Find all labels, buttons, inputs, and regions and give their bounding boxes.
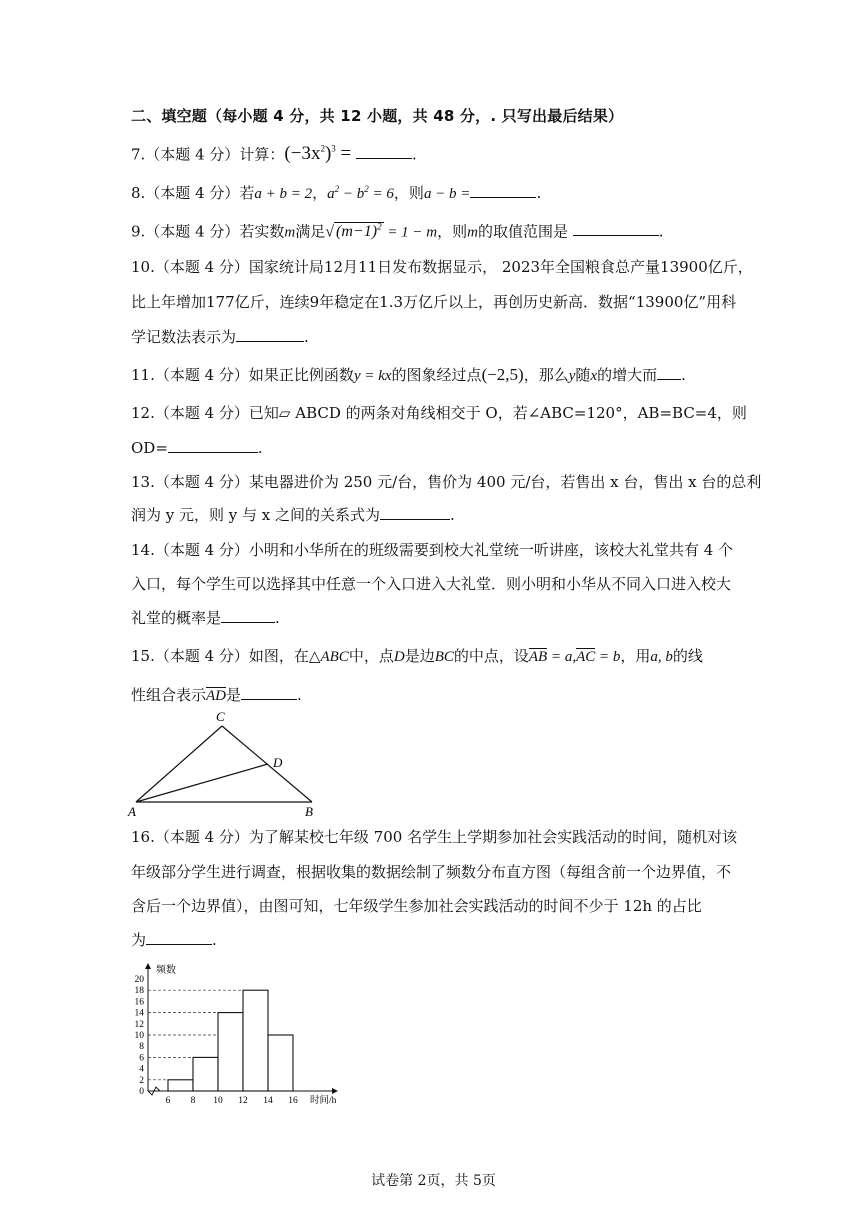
- q15-line-2: [131, 687, 302, 704]
- bar-14-16: [268, 1035, 293, 1091]
- x-tick-10: 10: [213, 1096, 223, 1106]
- q13-line-2: [131, 507, 455, 523]
- y-tick-16: 16: [134, 997, 144, 1008]
- q11-y: y: [568, 368, 576, 384]
- question-9: [131, 219, 664, 240]
- triangle-side-ac: [136, 726, 222, 802]
- q12-answer-blank[interactable]: [168, 440, 258, 453]
- q13-line2-prefix: 润为 y 元，则 y 与 x 之间的关系式为: [131, 506, 381, 524]
- q11-point: (−2,5): [481, 365, 524, 384]
- triangle-figure: [125, 707, 325, 822]
- q13-suffix: .: [450, 506, 455, 524]
- q9-mid2: ，则: [437, 222, 468, 241]
- q15-eq-b: = b: [595, 649, 621, 665]
- y-tick-18: 18: [134, 986, 144, 997]
- q13-line-1: 13.（本题 4 分）某电器进价为 250 元/台，售价为 400 元/台，若售出 x 台，售出 x 台的总利: [131, 473, 762, 491]
- q10-line-1: 10.（本题 4 分）国家统计局12月11日发布数据显示， 2023年全国粮食总产量13900亿斤，: [131, 258, 753, 276]
- q7-expr-close: ): [324, 143, 332, 165]
- q9-answer-blank[interactable]: [573, 223, 659, 236]
- q11-mid3: 随: [575, 366, 591, 384]
- q10-suffix: .: [304, 328, 309, 346]
- y-tick-2: 2: [139, 1075, 144, 1086]
- q16-suffix: .: [212, 931, 217, 949]
- q11-prefix: 11.（本题 4 分）如果正比例函数: [131, 366, 354, 384]
- label-b: B: [305, 804, 313, 819]
- q15-ab-vector: AB: [528, 649, 548, 665]
- x-tick-14: 14: [263, 1096, 273, 1106]
- q14-line3-prefix: 礼堂的概率是: [131, 609, 222, 627]
- q14-answer-blank[interactable]: [221, 610, 275, 623]
- q15-line2-mid: 是: [226, 686, 242, 704]
- q10-line3-prefix: 学记数法表示为: [131, 328, 237, 346]
- x-tick-16: 16: [288, 1096, 298, 1106]
- q7-expr-pow: 3: [331, 144, 336, 154]
- q7-answer-blank[interactable]: [356, 146, 412, 159]
- q15-d: D: [393, 649, 405, 665]
- y-tick-20: 20: [134, 975, 144, 985]
- section-title: 二、填空题（每小题 4 分，共 12 小题，共 48 分，. 只写出最后结果）: [131, 107, 624, 125]
- q8-expr3: a − b =: [423, 186, 471, 202]
- y-tick-6: 6: [139, 1053, 144, 1064]
- label-a: A: [128, 804, 136, 819]
- question-15: [131, 648, 703, 665]
- q16-line-4: [131, 932, 217, 948]
- y-tick-4: 4: [139, 1064, 144, 1075]
- q8-expr2: $a^2 - b^2 = 6$: [327, 184, 394, 202]
- q16-line-2: 年级部分学生进行调查，根据收集的数据绘制了频数分布直方图（每组含前一个边界值，不: [131, 863, 732, 881]
- q9-root-pow: 2: [377, 222, 382, 232]
- q11-expr: y = kx: [353, 368, 392, 384]
- label-c: C: [216, 709, 225, 724]
- q8-prefix: 8.（本题 4 分）若: [131, 184, 255, 202]
- bar-6-8: [168, 1080, 193, 1091]
- q9-tail: 的取值范围是: [478, 222, 569, 241]
- q11-answer-blank[interactable]: [657, 367, 681, 380]
- y-tick-10: 10: [134, 1031, 144, 1041]
- q12-suffix: .: [257, 439, 263, 457]
- q16-line-1: 16.（本题 4 分）为了解某校七年级 700 名学生上学期参加社会实践活动的时间，随机对该: [131, 828, 738, 846]
- x-tick-8: 8: [190, 1096, 196, 1106]
- q15-bc: BC: [434, 649, 454, 665]
- q8-expr1: a + b = 2: [254, 186, 313, 202]
- q15-tail: 的线: [672, 647, 703, 665]
- q15-mid4: ，用: [620, 647, 651, 665]
- x-axis-arrow: [332, 1088, 338, 1094]
- q15-mid3: 的中点，设: [453, 647, 529, 665]
- q9-suffix: .: [658, 222, 664, 241]
- x-tick-6: 6: [165, 1096, 171, 1106]
- q12-line-1: 12.（本题 4 分）已知▱ ABCD 的两条对角线相交于 O，若∠ABC=120°，AB=BC=4，则: [131, 404, 747, 422]
- q7-suffix: .: [412, 145, 417, 164]
- triangle-median-ad: [136, 764, 268, 802]
- q15-line2-prefix: 性组合表示: [131, 686, 207, 704]
- q12-line2-prefix: OD=: [131, 439, 168, 457]
- q16-line4-prefix: 为: [131, 931, 147, 949]
- q7-expr-open: (−3x: [284, 143, 321, 165]
- q10-answer-blank[interactable]: [236, 329, 304, 342]
- bar-8-10: [193, 1057, 218, 1091]
- q11-suffix: .: [681, 366, 686, 384]
- q15-suffix: .: [297, 686, 302, 704]
- q15-ab-pair: a, b: [650, 649, 673, 665]
- q8-mid: ，则: [393, 184, 424, 202]
- q16-answer-blank[interactable]: [146, 932, 212, 945]
- q14-suffix: .: [275, 609, 280, 627]
- q7-expr: [284, 143, 356, 164]
- y-tick-0: 0: [139, 1087, 144, 1097]
- y-tick-14: 14: [134, 1008, 144, 1019]
- x-axis-label: 时间/h: [310, 1096, 337, 1106]
- q8-expr2a: a: [327, 186, 335, 202]
- q8-expr2b: − b: [339, 186, 365, 202]
- q15-mid: 中，点: [348, 647, 394, 665]
- q8-sep: ，: [312, 184, 328, 202]
- q11-mid: 的图象经过点: [391, 366, 482, 384]
- y-axis-arrow: [145, 963, 151, 969]
- q8-answer-blank[interactable]: [470, 185, 536, 198]
- q13-answer-blank[interactable]: [380, 507, 450, 520]
- question-11: [131, 367, 686, 384]
- q11-x: x: [590, 368, 598, 384]
- y-axis-label: 频数: [156, 965, 176, 976]
- q15-answer-blank[interactable]: [241, 687, 297, 700]
- y-tick-8: 8: [139, 1042, 144, 1053]
- question-7: [131, 141, 417, 165]
- q15-mid2: 是边: [404, 647, 435, 665]
- q9-var2: m: [467, 224, 478, 241]
- q9-rhs: = 1 − m: [383, 224, 438, 241]
- q10-line-3: [131, 329, 309, 345]
- q14-line-2: 入口，每个学生可以选择其中任意一个入口进入大礼堂．则小明和小华从不同入口进入校大: [131, 575, 732, 593]
- bar-12-14: [243, 990, 268, 1091]
- q14-line-1: 14.（本题 4 分）小明和小华所在的班级需要到校大礼堂统一听讲座，该校大礼堂共有 4 个: [131, 541, 734, 559]
- q8-expr2c: = 6: [368, 186, 394, 202]
- question-8: [131, 181, 541, 202]
- q15-prefix: 15.（本题 4 分）如图，在△: [131, 647, 321, 665]
- q9-root-inner: (m−1): [336, 223, 378, 241]
- label-d: D: [273, 755, 283, 770]
- q11-tail: 的增大而: [597, 366, 658, 384]
- q9-mid: 满足: [295, 222, 326, 241]
- bar-10-12: [218, 1013, 243, 1091]
- q15-abc: ABC: [320, 649, 349, 665]
- q11-mid2: ，那么: [523, 366, 569, 384]
- page-footer: 试卷第 2页，共 5页: [371, 1173, 496, 1189]
- q12-line-2: [131, 440, 263, 456]
- q8-suffix: .: [536, 184, 542, 202]
- q14-line-3: [131, 610, 280, 626]
- y-tick-12: 12: [134, 1019, 144, 1030]
- q9-prefix: 9.（本题 4 分）若实数: [131, 222, 285, 241]
- q9-sqrt: √ $(m-1)^2$: [325, 222, 382, 241]
- q15-ac-vector: AC: [576, 649, 596, 665]
- q15-ad-vector: AD: [206, 688, 227, 704]
- q16-line-3: 含后一个边界值），由图可知，七年级学生参加社会实践活动的时间不少于 12h 的占比: [131, 897, 702, 915]
- q7-expr-eq: =: [335, 143, 356, 165]
- q7-expr-sup: 2: [320, 144, 325, 154]
- frequency-histogram: [120, 958, 360, 1108]
- q7-prefix: 7.（本题 4 分）计算：: [131, 145, 285, 164]
- q10-line-2: 比上年增加177亿斤，连续9年稳定在1.3万亿斤以上，再创历史新高．数据“13900亿”用科: [131, 293, 737, 311]
- x-tick-12: 12: [238, 1096, 248, 1106]
- q15-eq-a: = a,: [547, 649, 577, 665]
- q9-var: m: [284, 224, 296, 241]
